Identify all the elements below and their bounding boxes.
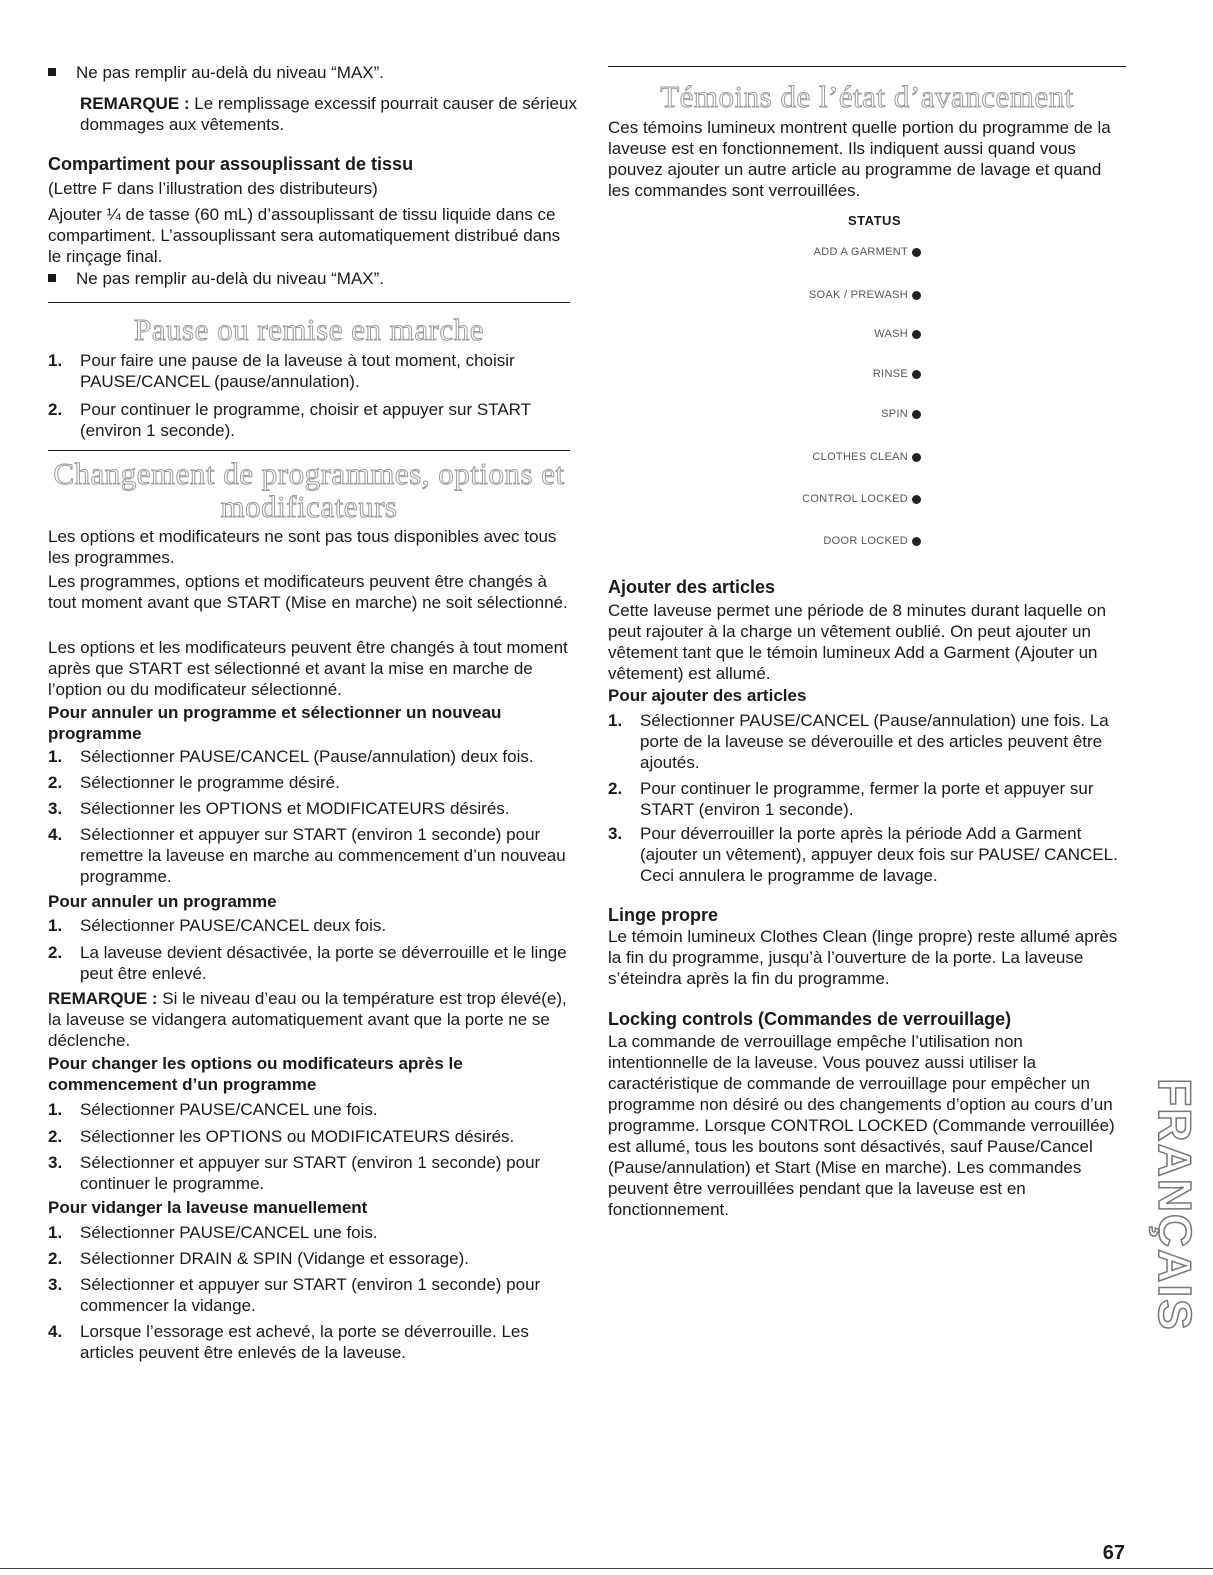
indicator-dot-icon <box>912 453 921 462</box>
list-item: 1. Pour faire une pause de la laveuse à tout moment, choisir PAUSE/CANCEL (pause/annulation). <box>48 351 515 391</box>
list-item: 2. Sélectionner les OPTIONS ou MODIFICATEURS désirés. <box>48 1127 515 1146</box>
status-light-control-locked: CONTROL LOCKED <box>802 493 921 505</box>
list-item: 2. Pour continuer le programme, choisir et appuyer sur START (environ 1 seconde). <box>48 400 531 440</box>
list-item: 1. Sélectionner PAUSE/CANCEL (Pause/annulation) une fois. La porte de la laveuse se déverouille et des articles peuvent être ajoutés. <box>608 711 1109 772</box>
list-item: 2. Sélectionner DRAIN & SPIN (Vidange et essorage). <box>48 1249 469 1268</box>
remarque-overfill: REMARQUE : Le remplissage excessif pourrait causer de sérieux dommages aux vêtements. <box>80 94 577 134</box>
change-after-title: Pour changer les options ou modificateurs après le commencement d’un programme <box>48 1054 463 1094</box>
status-title: Témoins de l’état d’avancement <box>660 79 1074 114</box>
bottom-rule <box>0 1568 1213 1569</box>
status-light-spin: SPIN <box>881 408 921 420</box>
section-divider <box>48 450 570 451</box>
indicator-dot-icon <box>912 291 921 300</box>
status-intro: Ces témoins lumineux montrent quelle portion du programme de la laveuse est en fonctionnement. Ils indiquent aussi quand vous pouvez ajouter un autre article au programme de lavage et quand les commandes sont verrouillées. <box>608 118 1111 200</box>
add-title: Ajouter des articles <box>608 577 776 597</box>
status-light-door-locked: DOOR LOCKED <box>823 535 921 547</box>
list-item: 4. Lorsque l’essorage est achevé, la porte se déverrouille. Les articles peuvent être enlevés de la laveuse. <box>48 1322 529 1362</box>
list-item: 1. Sélectionner PAUSE/CANCEL une fois. <box>48 1223 378 1242</box>
change-title-line2: modificateurs <box>220 489 398 524</box>
status-heading: STATUS <box>848 213 902 228</box>
change-paragraph-3: Les options et les modificateurs peuvent être changés à tout moment après que START est sélectionné et avant la mise en marche de l’option ou du modificateur sélectionné. <box>48 638 568 699</box>
list-item: 3. Sélectionner les OPTIONS et MODIFICATEURS désirés. <box>48 799 510 818</box>
indicator-dot-icon <box>912 537 921 546</box>
pause-title: Pause ou remise en marche <box>134 312 484 347</box>
cancel-title: Pour annuler un programme <box>48 892 277 911</box>
list-item: 2. La laveuse devient désactivée, la porte se déverrouille et le linge peut être enlevé. <box>48 943 567 983</box>
clean-title: Linge propre <box>608 905 719 925</box>
section-divider <box>608 66 1126 67</box>
list-item: 3. Sélectionner et appuyer sur START (environ 1 seconde) pour commencer la vidange. <box>48 1275 541 1315</box>
list-item: 2. Sélectionner le programme désiré. <box>48 773 340 792</box>
clean-text: Le témoin lumineux Clothes Clean (linge propre) reste allumé après la fin du programme, jusqu’à l’ouverture de la porte. La laveuse s’éteindra après la fin du programme. <box>608 927 1118 988</box>
indicator-dot-icon <box>912 495 921 504</box>
add-text: Cette laveuse permet une période de 8 minutes durant laquelle on peut rajouter à la charge un vêtement oublié. On peut ajouter un vêtement tant que le témoin lumineux Add a Garment (Ajouter un vêtement) est allumé. <box>608 601 1107 683</box>
list-item: 4. Sélectionner et appuyer sur START (environ 1 seconde) pour remettre la laveuse en marche au commencement d’un nouveau programme. <box>48 825 566 886</box>
status-light-clothes-clean: CLOTHES CLEAN <box>812 451 921 463</box>
list-item: 1. Sélectionner PAUSE/CANCEL deux fois. <box>48 916 387 935</box>
indicator-dot-icon <box>912 248 921 257</box>
drain-title: Pour vidanger la laveuse manuellement <box>48 1198 368 1217</box>
status-light-add-garment: ADD A GARMENT <box>814 246 921 258</box>
page-number: 67 <box>1102 1542 1125 1564</box>
change-paragraph-2: Les programmes, options et modificateurs peuvent être changés à tout moment avant que START (Mise en marche) ne soit sélectionné. <box>48 572 568 612</box>
list-item: 3. Sélectionner et appuyer sur START (environ 1 seconde) pour continuer le programme. <box>48 1153 541 1193</box>
status-light-wash: WASH <box>874 328 921 340</box>
list-item: 2. Pour continuer le programme, fermer la porte et appuyer sur START (environ 1 seconde). <box>608 779 1094 819</box>
indicator-dot-icon <box>912 370 921 379</box>
status-light-rinse: RINSE <box>873 368 921 380</box>
list-item: 1. Sélectionner PAUSE/CANCEL (Pause/annulation) deux fois. <box>48 747 534 766</box>
status-light-soak-prewash: SOAK / PREWASH <box>809 289 921 301</box>
status-panel <box>608 208 1126 558</box>
compartment-text: Ajouter ¼ de tasse (60 mL) d’assouplissant de tissu liquide dans ce compartiment. L’assouplissant sera automatiquement distribué dans le rinçage final. <box>48 205 561 266</box>
list-item: 1. Sélectionner PAUSE/CANCEL une fois. <box>48 1100 378 1119</box>
bullet-max-2: Ne pas remplir au-delà du niveau “MAX”. <box>48 268 548 289</box>
change-title-line1: Changement de programmes, options et <box>53 456 565 491</box>
language-side-tab: FRANÇAIS <box>1149 1078 1202 1332</box>
indicator-dot-icon <box>912 330 921 339</box>
cancel-new-title: Pour annuler un programme et sélectionner un nouveau programme <box>48 703 502 743</box>
add-subtitle: Pour ajouter des articles <box>608 686 807 705</box>
list-item: 3. Pour déverrouiller la porte après la période Add a Garment (ajouter un vêtement), appuyer deux fois sur PAUSE/ CANCEL. Ceci annulera le programme de lavage. <box>608 824 1118 885</box>
remarque-water: REMARQUE : Si le niveau d’eau ou la température est trop élevé(e), la laveuse se vidangera automatiquement avant que la porte ne se déclenche. <box>48 989 567 1050</box>
bullet-max-1: Ne pas remplir au-delà du niveau “MAX”. <box>48 62 548 83</box>
section-divider <box>48 302 570 303</box>
change-paragraph-1: Les options et modificateurs ne sont pas tous disponibles avec tous les programmes. <box>48 527 557 567</box>
lock-title: Locking controls (Commandes de verrouillage) <box>608 1009 1012 1029</box>
compartment-subtitle: (Lettre F dans l’illustration des distributeurs) <box>48 179 378 198</box>
compartment-title: Compartiment pour assouplissant de tissu <box>48 154 414 174</box>
lock-text: La commande de verrouillage empêche l’utilisation non intentionnelle de la laveuse. Vous pouvez aussi utiliser la caractéristique de commande de verrouillage pour empêcher un programme non désiré ou des changements d’option au cours d’un programme. Lorsque CONTROL LOCKED (Commande verrouillée) est allumé, tous les boutons sont désactivés, sauf Pause/Cancel (Pause/annulation) et Start (Mise en marche). Les commandes peuvent être verrouillées pendant que la laveuse est en fonctionnement. <box>608 1032 1115 1219</box>
indicator-dot-icon <box>912 410 921 419</box>
